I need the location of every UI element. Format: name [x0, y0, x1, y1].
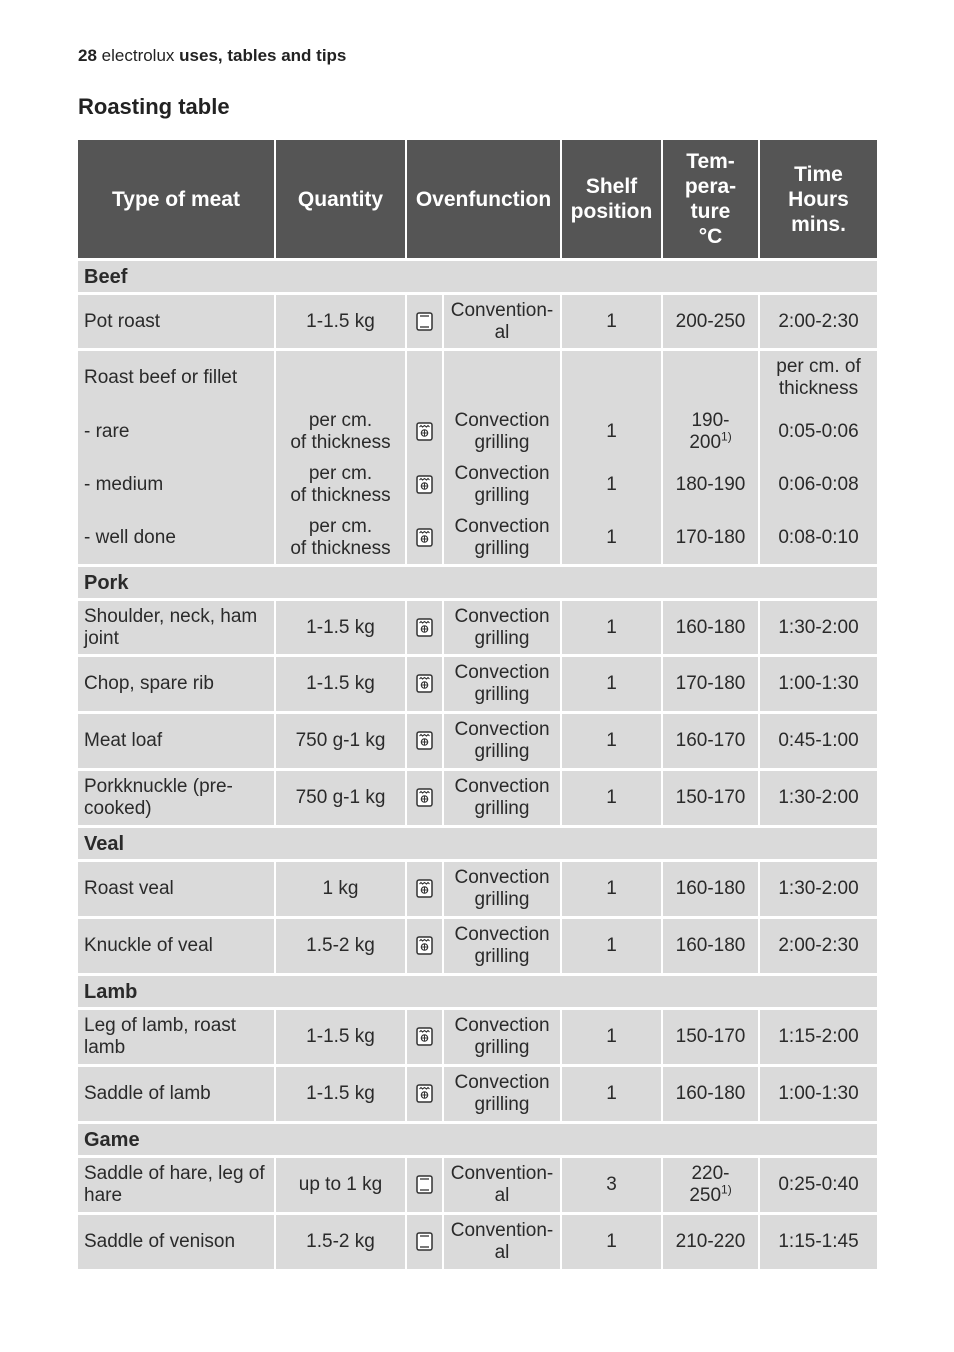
function-icon-cell [407, 1158, 444, 1215]
table-row [78, 601, 877, 657]
function-icon-cell [407, 601, 444, 657]
function-icon-cell [407, 1010, 444, 1067]
footnote-marker: 1) [721, 429, 732, 444]
oven-function: Convention- al [444, 1215, 562, 1269]
oven-function: Convection grilling [444, 1067, 562, 1124]
meat-type: - medium [78, 458, 276, 511]
oven-function: Convection grilling [444, 862, 562, 919]
temperature: 160-180 [663, 601, 760, 657]
oven-function: Convection grilling [444, 771, 562, 828]
category-row [78, 828, 877, 862]
convection-grilling-icon [416, 422, 433, 441]
convection-grilling-icon [416, 879, 433, 898]
shelf-position: 1 [562, 714, 663, 771]
column-header-ovenfunction: Ovenfunction [407, 140, 562, 261]
category-row [78, 567, 877, 601]
shelf-position: 1 [562, 771, 663, 828]
shelf-position: 1 [562, 862, 663, 919]
conventional-heat-icon [416, 1232, 433, 1251]
shelf-position: 1 [562, 1010, 663, 1067]
category-beef: Beef [78, 261, 877, 295]
quantity: 1.5-2 kg [276, 919, 407, 976]
meat-type: Saddle of lamb [78, 1067, 276, 1124]
meat-type: Saddle of hare, leg of hare [78, 1158, 276, 1215]
category-pork: Pork [78, 567, 877, 601]
shelf-position: 1 [562, 405, 663, 458]
category-game: Game [78, 1124, 877, 1158]
oven-function: Convection grilling [444, 511, 562, 567]
column-header-quantity: Quantity [276, 140, 407, 261]
footnote-marker: 1) [721, 1182, 732, 1197]
shelf-position: 1 [562, 1215, 663, 1269]
temperature: 200-250 [663, 295, 760, 351]
shelf-position: 1 [562, 1067, 663, 1124]
oven-function: Convention- al [444, 295, 562, 351]
oven-function: Convection grilling [444, 714, 562, 771]
table-row [78, 405, 877, 458]
meat-type: Porkknuckle (pre- cooked) [78, 771, 276, 828]
function-icon-cell [407, 714, 444, 771]
oven-function: Convection grilling [444, 919, 562, 976]
time: 1:30-2:00 [760, 601, 877, 657]
convection-grilling-icon [416, 1084, 433, 1103]
quantity: 1-1.5 kg [276, 1067, 407, 1124]
category-lamb: Lamb [78, 976, 877, 1010]
roasting-table [78, 140, 877, 1269]
temperature: 160-180 [663, 862, 760, 919]
temperature: 190- 200$^{1)}$ [663, 405, 760, 458]
quantity: per cm. of thickness [276, 511, 407, 567]
meat-type: Chop, spare rib [78, 657, 276, 714]
temperature: 170-180 [663, 511, 760, 567]
convection-grilling-icon [416, 1027, 433, 1046]
table-header-row [78, 140, 877, 261]
meat-type: Roast beef or fillet [78, 351, 276, 405]
meat-type: Pot roast [78, 295, 276, 351]
quantity: 1 kg [276, 862, 407, 919]
convection-grilling-icon [416, 475, 433, 494]
category-row [78, 976, 877, 1010]
convection-grilling-icon [416, 788, 433, 807]
time: per cm. of thickness [760, 351, 877, 405]
time: 2:00-2:30 [760, 919, 877, 976]
shelf-position: 3 [562, 1158, 663, 1215]
quantity: 1.5-2 kg [276, 1215, 407, 1269]
table-row [78, 657, 877, 714]
oven-function: Convection grilling [444, 657, 562, 714]
function-icon-cell [407, 1215, 444, 1269]
temperature: 160-170 [663, 714, 760, 771]
temperature: 150-170 [663, 1010, 760, 1067]
meat-type: Shoulder, neck, ham joint [78, 601, 276, 657]
temperature: 210-220 [663, 1215, 760, 1269]
oven-function: Convention- al [444, 1158, 562, 1215]
convection-grilling-icon [416, 731, 433, 750]
quantity: per cm. of thickness [276, 405, 407, 458]
temperature: 160-180 [663, 1067, 760, 1124]
conventional-heat-icon [416, 312, 433, 331]
table-row [78, 771, 877, 828]
column-header-temperature: Tem- pera- ture °C [663, 140, 760, 261]
meat-type: Roast veal [78, 862, 276, 919]
table-row [78, 295, 877, 351]
oven-function: Convection grilling [444, 405, 562, 458]
function-icon-cell [407, 771, 444, 828]
table-row [78, 1215, 877, 1269]
category-row [78, 261, 877, 295]
function-icon-cell [407, 657, 444, 714]
meat-type: Knuckle of veal [78, 919, 276, 976]
shelf-position: 1 [562, 458, 663, 511]
quantity: per cm. of thickness [276, 458, 407, 511]
table-row [78, 919, 877, 976]
time: 1:30-2:00 [760, 862, 877, 919]
quantity: 1-1.5 kg [276, 657, 407, 714]
brand-name: electrolux [101, 46, 175, 65]
quantity: up to 1 kg [276, 1158, 407, 1215]
quantity: 1-1.5 kg [276, 1010, 407, 1067]
temperature: 160-180 [663, 919, 760, 976]
table-row [78, 1010, 877, 1067]
function-icon-cell [407, 458, 444, 511]
function-icon-cell [407, 405, 444, 458]
oven-function: Convection grilling [444, 601, 562, 657]
convection-grilling-icon [416, 618, 433, 637]
time: 0:08-0:10 [760, 511, 877, 567]
shelf-position: 1 [562, 657, 663, 714]
oven-function: Convection grilling [444, 1010, 562, 1067]
temperature: 220- 250$^{1)}$ [663, 1158, 760, 1215]
column-header-time: Time Hours mins. [760, 140, 877, 261]
meat-type: - well done [78, 511, 276, 567]
table-row [78, 862, 877, 919]
function-icon-cell [407, 295, 444, 351]
meat-type: Saddle of venison [78, 1215, 276, 1269]
time: 1:15-1:45 [760, 1215, 877, 1269]
meat-type: Meat loaf [78, 714, 276, 771]
function-icon-cell [407, 1067, 444, 1124]
function-icon-cell [407, 511, 444, 567]
table-row [78, 1067, 877, 1124]
time: 0:25-0:40 [760, 1158, 877, 1215]
time: 2:00-2:30 [760, 295, 877, 351]
quantity: 750 g-1 kg [276, 714, 407, 771]
function-icon-cell [407, 862, 444, 919]
column-header-shelf: Shelf position [562, 140, 663, 261]
shelf-position: 1 [562, 601, 663, 657]
time: 0:06-0:08 [760, 458, 877, 511]
time: 1:00-1:30 [760, 657, 877, 714]
shelf-position: 1 [562, 919, 663, 976]
table-row [78, 458, 877, 511]
time: 0:45-1:00 [760, 714, 877, 771]
temperature: 150-170 [663, 771, 760, 828]
quantity: 750 g-1 kg [276, 771, 407, 828]
page-number: 28 [78, 46, 97, 65]
category-veal: Veal [78, 828, 877, 862]
table-row [78, 714, 877, 771]
meat-type: - rare [78, 405, 276, 458]
shelf-position: 1 [562, 295, 663, 351]
running-head [78, 46, 346, 66]
quantity: 1-1.5 kg [276, 295, 407, 351]
convection-grilling-icon [416, 936, 433, 955]
convection-grilling-icon [416, 528, 433, 547]
page-title: Roasting table [78, 94, 230, 119]
temperature: 180-190 [663, 458, 760, 511]
time: 1:15-2:00 [760, 1010, 877, 1067]
conventional-heat-icon [416, 1175, 433, 1194]
temperature: 170-180 [663, 657, 760, 714]
column-header-type: Type of meat [78, 140, 276, 261]
shelf-position: 1 [562, 511, 663, 567]
quantity: 1-1.5 kg [276, 601, 407, 657]
convection-grilling-icon [416, 674, 433, 693]
category-row [78, 1124, 877, 1158]
meat-type: Leg of lamb, roast lamb [78, 1010, 276, 1067]
time: 0:05-0:06 [760, 405, 877, 458]
oven-function: Convection grilling [444, 458, 562, 511]
table-row [78, 511, 877, 567]
table-row [78, 1158, 877, 1215]
section-title: uses, tables and tips [179, 46, 347, 65]
table-row [78, 351, 877, 405]
time: 1:30-2:00 [760, 771, 877, 828]
time: 1:00-1:30 [760, 1067, 877, 1124]
function-icon-cell [407, 919, 444, 976]
